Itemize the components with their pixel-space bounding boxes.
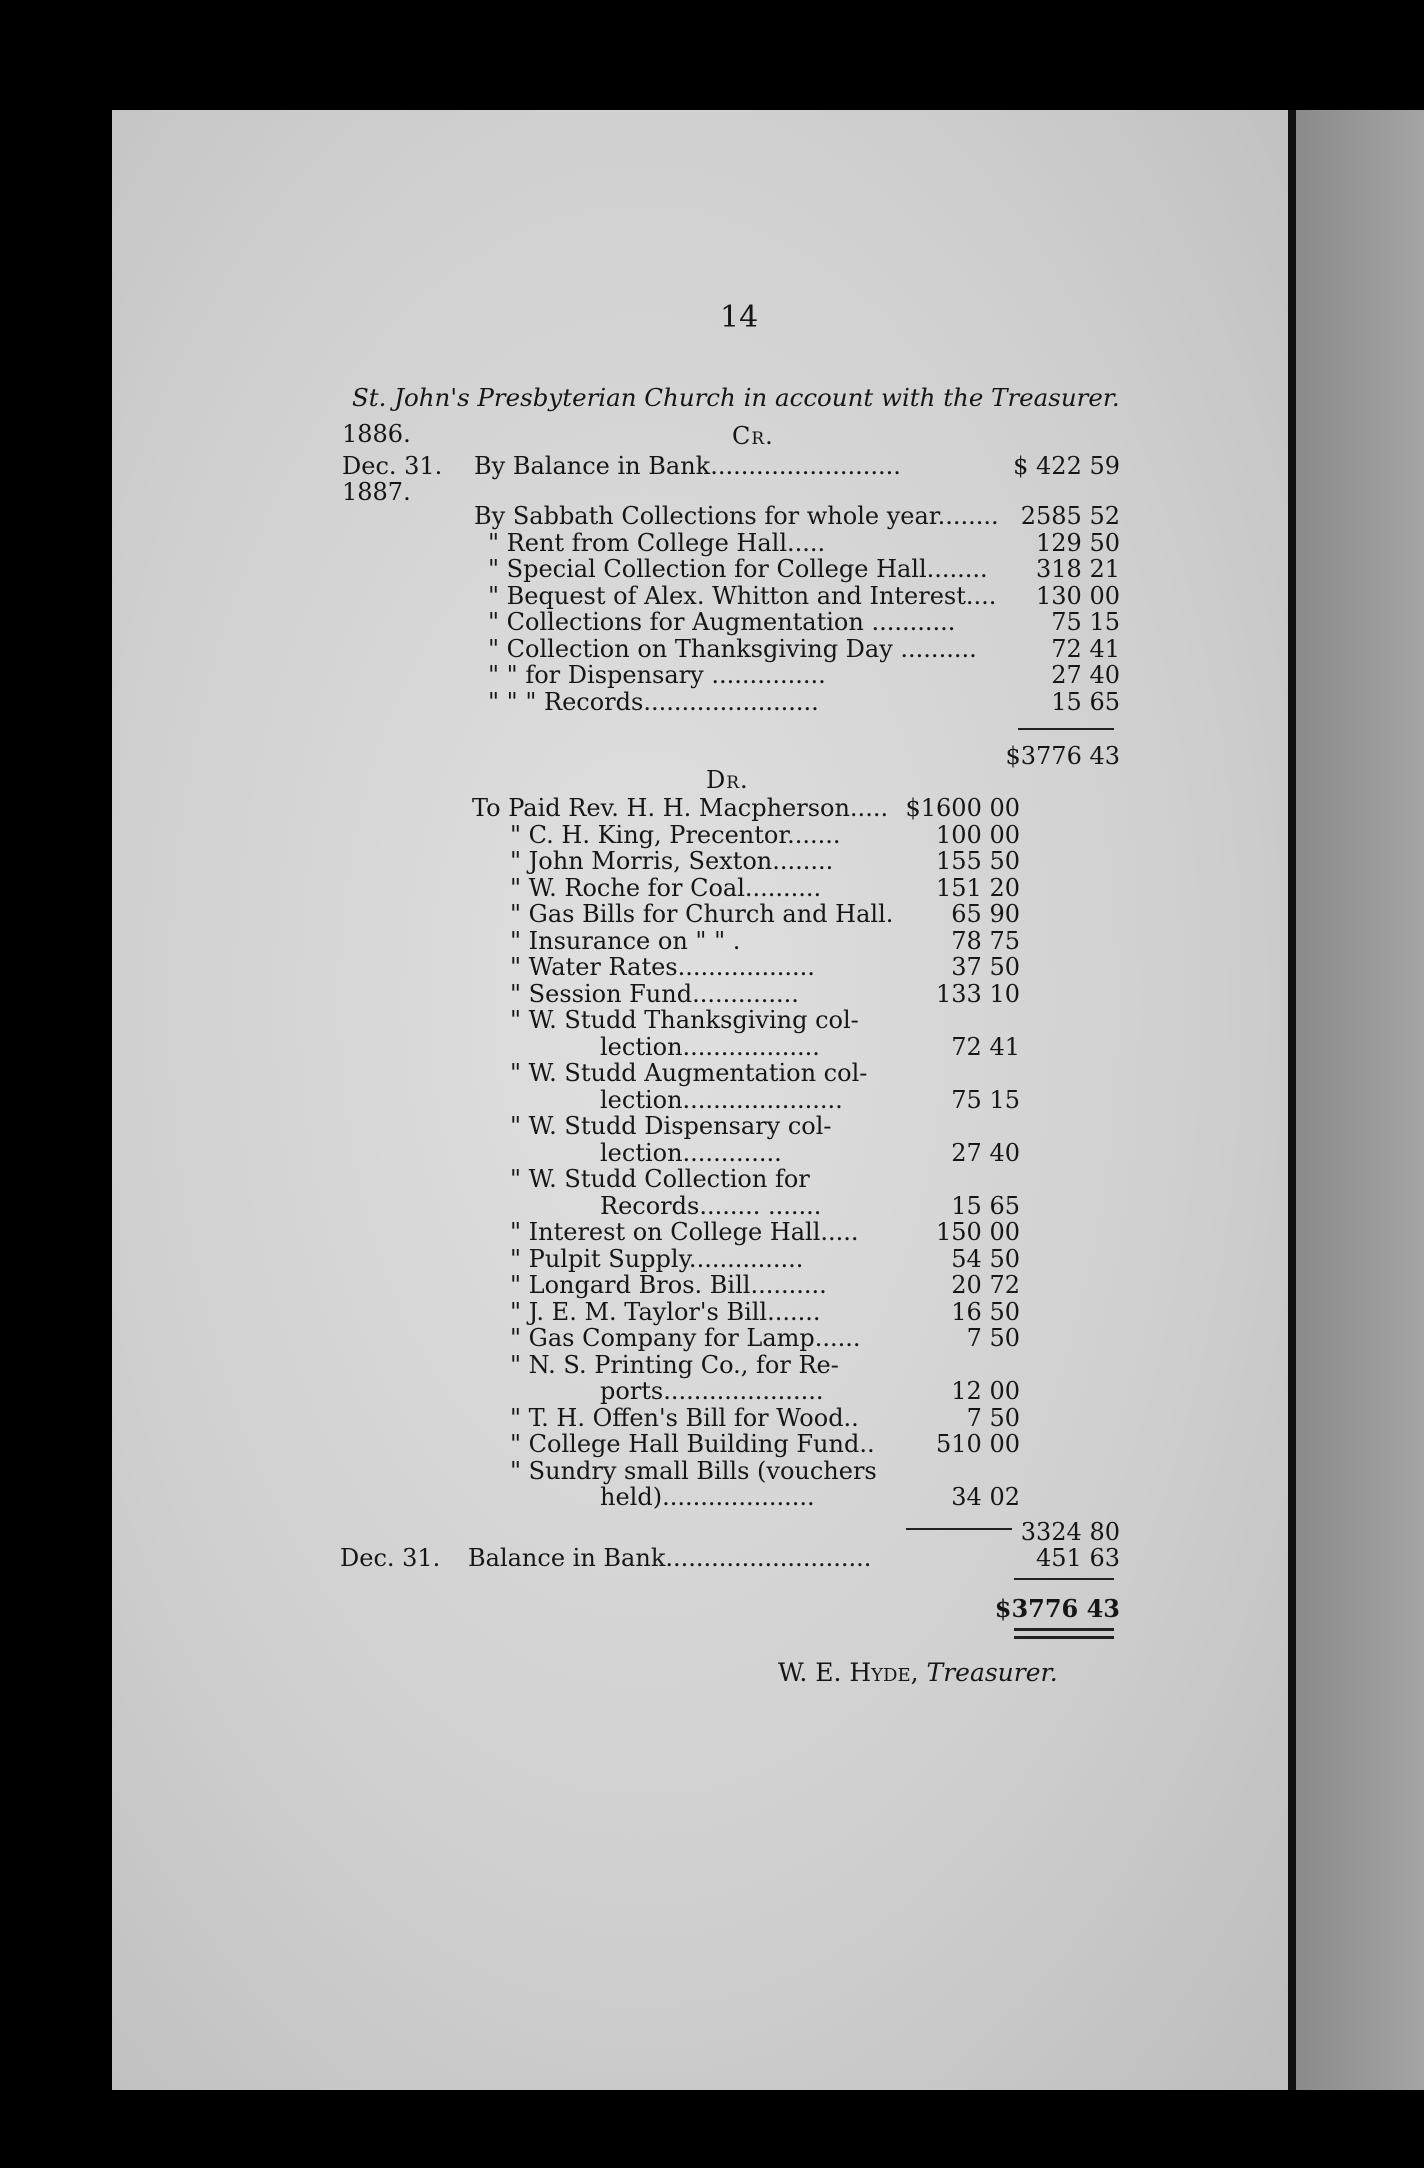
- ledger-item-label: lection.............: [600, 1138, 782, 1167]
- ledger-item-amount: 34 02: [951, 1483, 1020, 1511]
- opening-balance-label: By Balance in Bank.........................: [474, 452, 901, 480]
- opening-balance-amount: $ 422 59: [1013, 452, 1120, 480]
- ledger-item-label: By Sabbath Collections for whole year........: [474, 502, 999, 530]
- double-rule-top: [1014, 1628, 1114, 1631]
- ledger-item-label: " W. Studd Dispensary col-: [510, 1112, 832, 1140]
- ledger-item-label: Records........ .......: [600, 1191, 822, 1220]
- ledger-item-amount: 130 00: [1036, 581, 1120, 610]
- debit-heading: Dr.: [706, 766, 749, 794]
- ledger-item-label: lection.....................: [600, 1085, 843, 1114]
- ledger-item-label: " Collection on Thanksgiving Day ..........: [488, 634, 977, 663]
- treasurer-name: W. E. Hyde,: [778, 1658, 919, 1687]
- ledger-item-label: " Collections for Augmentation ...........: [488, 608, 956, 636]
- ledger-item-label: ports.....................: [600, 1377, 824, 1405]
- ledger-item-label: " Interest on College Hall.....: [510, 1218, 859, 1246]
- credit-total-rule: [1018, 728, 1114, 730]
- ledger-item-label: " Gas Bills for Church and Hall.: [510, 900, 894, 928]
- ledger-item-label: " College Hall Building Fund..: [510, 1430, 875, 1458]
- ledger-item-amount: 12 00: [951, 1377, 1020, 1405]
- ledger-item-amount: 2585 52: [1020, 502, 1120, 530]
- ledger-item-amount: 75 15: [951, 1085, 1020, 1114]
- ledger-item-amount: 78 75: [951, 926, 1020, 955]
- ledger-item-label: " W. Studd Thanksgiving col-: [510, 1006, 859, 1034]
- ledger-item-label: " W. Roche for Coal..........: [510, 873, 822, 902]
- ledger-item-amount: 100 00: [936, 820, 1020, 849]
- ledger-item-label: To Paid Rev. H. H. Macpherson.....: [472, 794, 889, 822]
- ledger-item-label: " Gas Company for Lamp......: [510, 1324, 861, 1352]
- ledger-item-label: lection..................: [600, 1032, 820, 1061]
- ledger-item-amount: 318 21: [1036, 555, 1120, 583]
- ledger-item-label: " Sundry small Bills (vouchers: [510, 1456, 877, 1485]
- ledger-item-amount: 510 00: [936, 1430, 1020, 1458]
- ledger-item-amount: 54 50: [951, 1244, 1020, 1273]
- page-fold: [1288, 110, 1296, 2090]
- ledger-item-label: " J. E. M. Taylor's Bill.......: [510, 1297, 821, 1326]
- ledger-item-label: " Pulpit Supply...............: [510, 1244, 804, 1273]
- ledger-item-amount: 27 40: [951, 1138, 1020, 1167]
- ledger-item-label: held)....................: [600, 1483, 815, 1511]
- ledger-item-label: " W. Studd Collection for: [510, 1165, 810, 1193]
- ledger-item-amount: 15 65: [951, 1191, 1020, 1220]
- debit-subtotal: 3324 80: [1020, 1518, 1120, 1546]
- year-1887: 1887.: [342, 478, 411, 506]
- ledger-item-label: " Session Fund..............: [510, 979, 799, 1008]
- credit-heading: Cr.: [732, 422, 774, 450]
- ledger-item-amount: 7 50: [966, 1324, 1020, 1352]
- credit-total: $3776 43: [1005, 742, 1120, 770]
- grand-total-rule: [1014, 1578, 1114, 1580]
- ledger-item-amount: 150 00: [936, 1218, 1020, 1246]
- ledger-item-amount: $1600 00: [905, 794, 1020, 822]
- ledger-item-label: " W. Studd Augmentation col-: [510, 1059, 868, 1087]
- ledger-item-label: " T. H. Offen's Bill for Wood..: [510, 1403, 859, 1432]
- ledger-item-label: " Bequest of Alex. Whitton and Interest....: [488, 581, 997, 610]
- ledger-item-amount: 7 50: [966, 1403, 1020, 1432]
- ledger-item-amount: 15 65: [1051, 687, 1120, 716]
- treasurer-role: Treasurer.: [926, 1658, 1058, 1687]
- grand-total: $3776 43: [994, 1594, 1120, 1623]
- adjacent-page-edge: [1296, 110, 1424, 2090]
- ledger-item-amount: 72 41: [1051, 634, 1120, 663]
- ledger-item-label: " Insurance on " " .: [510, 926, 741, 955]
- ledger-item-amount: 16 50: [951, 1297, 1020, 1326]
- ledger-item-amount: 133 10: [936, 979, 1020, 1008]
- ledger-item-label: " N. S. Printing Co., for Re-: [510, 1350, 839, 1379]
- ledger-item-label: " Longard Bros. Bill..........: [510, 1271, 827, 1299]
- ledger-item-label: " Water Rates..................: [510, 953, 815, 981]
- ledger-item-amount: 65 90: [951, 900, 1020, 928]
- page-number: 14: [720, 300, 759, 335]
- closing-balance-amount: 451 63: [1036, 1544, 1120, 1572]
- ledger-item-amount: 27 40: [1051, 661, 1120, 689]
- ledger-item-label: " Rent from College Hall.....: [488, 528, 826, 557]
- closing-balance-label: Balance in Bank...........................: [468, 1544, 872, 1572]
- ledger-item-amount: 151 20: [936, 873, 1020, 902]
- ledger-item-label: " " " Records.......................: [488, 687, 819, 716]
- ledger-item-label: " Special Collection for College Hall........: [488, 555, 988, 583]
- ledger-item-amount: 20 72: [951, 1271, 1020, 1299]
- ledger-item-amount: 155 50: [936, 847, 1020, 875]
- ledger-item-label: " John Morris, Sexton........: [510, 847, 834, 875]
- closing-date: Dec. 31.: [340, 1544, 441, 1572]
- signature: [778, 1658, 1058, 1687]
- page-title: St. John's Presbyterian Church in account with the Treasurer.: [352, 383, 1120, 412]
- double-rule-bottom: [1014, 1636, 1114, 1639]
- ledger-item-label: " C. H. King, Precentor.......: [510, 820, 841, 849]
- year-1886: 1886.: [342, 420, 411, 448]
- opening-date: Dec. 31.: [342, 452, 443, 480]
- ledger-item-label: " " for Dispensary ...............: [488, 661, 826, 689]
- ledger-item-amount: 129 50: [1036, 528, 1120, 557]
- ledger-item-amount: 72 41: [951, 1032, 1020, 1061]
- ledger-item-amount: 75 15: [1051, 608, 1120, 636]
- ledger-item-amount: 37 50: [951, 953, 1020, 981]
